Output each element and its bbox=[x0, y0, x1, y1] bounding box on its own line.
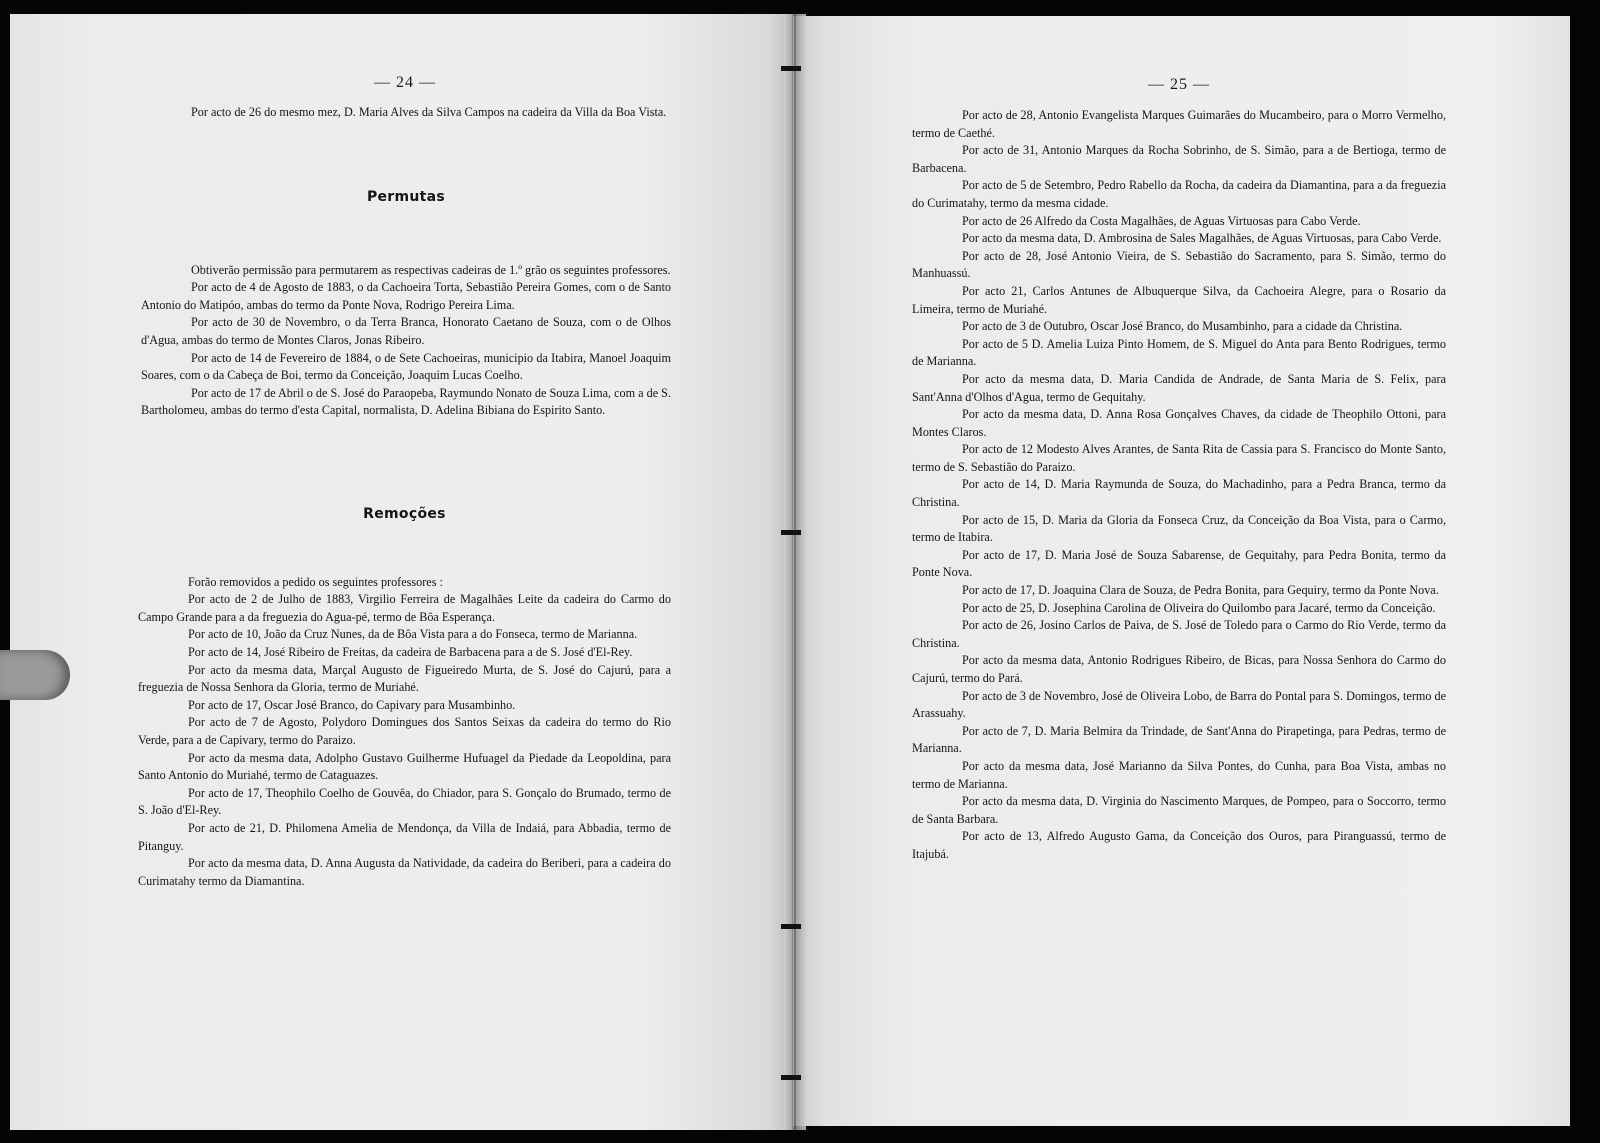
paragraph: Por acto de 10, João da Cruz Nunes, da de Bôa Vista para a do Fonseca, termo de Marianna. bbox=[188, 627, 638, 642]
page-number: — 24 — bbox=[374, 74, 436, 91]
paragraph: Por acto de 5 de Setembro, Pedro Rabello da Rocha, da cadeira da Diamantina, para a da freguezia do Curimatahy, termo da mesma cidade. bbox=[912, 178, 1446, 210]
paragraph: Por acto de 13, Alfredo Augusto Gama, da Conceição dos Ouros, para Piranguassú, termo de Itajubá. bbox=[912, 829, 1446, 861]
paragraph: Por acto de 17, D. Maria José de Souza Sabarense, de Gequitahy, para Pedra Bonita, termo da Ponte Nova. bbox=[912, 547, 1446, 580]
binding-stitch bbox=[781, 924, 801, 929]
section-heading-permutas: Permutas bbox=[366, 189, 446, 205]
paragraph: Por acto da mesma data, D. Anna Rosa Gonçalves Chaves, da cidade de Theophilo Ottoni, para Montes Claros. bbox=[912, 407, 1446, 439]
left-text-column-permutas bbox=[141, 189, 671, 420]
paragraph: Por acto de 5 D. Amelia Luiza Pinto Homem, de S. Miguel do Anta para Bento Rodrigues, termo de Marianna. bbox=[912, 336, 1446, 369]
paragraph: Por acto da mesma data, Antonio Rodrigues Ribeiro, de Bicas, para Nossa Senhora do Carmo do Cajurú, termo do Pará. bbox=[912, 653, 1446, 685]
intro-paragraph: Por acto de 26 do mesmo mez, D. Maria Alves da Silva Campos na cadeira da Villa da Boa Vista. bbox=[191, 105, 667, 119]
paragraph: Por acto de 17, Theophilo Coelho de Gouvêa, do Chiador, para S. Gonçalo do Brumado, termo de S. João d'El-Rey. bbox=[138, 785, 671, 818]
paragraph: Por acto de 14, D. Maria Raymunda de Souza, do Machadinho, para a Pedra Branca, termo da Christina. bbox=[912, 477, 1446, 510]
paragraph: Por acto 21, Carlos Antunes de Albuquerque Silva, da Cachoeira Alegre, para o Rosario da Limeira, termo de Muriahé. bbox=[912, 283, 1446, 316]
paragraph: Por acto de 14 de Fevereiro de 1884, o de Sete Cachoeiras, municipio da Itabira, Manoel Joaquim Soares, com o da Cabeça de Boi, termo da Conceição, Joaquim Lucas Coelho. bbox=[141, 350, 671, 383]
paragraph: Por acto de 4 de Agosto de 1883, o da Cachoeira Torta, Sebastião Pereira Gomes, com o de Santo Antonio do Matipóo, ambas do termo da Ponte Nova, Rodrigo Pereira Lima. bbox=[141, 280, 671, 312]
paragraph: Obtiverão permissão para permutarem as respectivas cadeiras de 1.º grão os seguintes professores. bbox=[191, 262, 671, 277]
paragraph: Por acto de 25, D. Josephina Carolina de Oliveira do Quilombo para Jacaré, termo da Conceição. bbox=[962, 600, 1436, 615]
paragraph: Por acto de 28, Antonio Evangelista Marques Guimarães do Mucambeiro, para o Morro Vermelho, termo de Caethé. bbox=[912, 108, 1446, 140]
paragraph: Por acto da mesma data, D. Maria Candida de Andrade, de Santa Maria de S. Felix, para Sant'Anna d'Olhos d'Agua, termo de Gequitahy. bbox=[912, 371, 1446, 404]
binding-stitch bbox=[781, 1075, 801, 1080]
paragraph: Por acto de 3 de Outubro, Oscar José Branco, do Musambinho, para a cidade da Christina. bbox=[962, 319, 1403, 334]
paragraph: Por acto de 31, Antonio Marques da Rocha Sobrinho, de S. Simão, para a de Bertioga, termo de Barbacena. bbox=[912, 143, 1446, 175]
left-page bbox=[10, 14, 792, 1130]
binding-stitch bbox=[781, 66, 801, 71]
paragraph: Por acto da mesma data, Adolpho Gustavo Guilherme Hufuagel da Piedade da Leopoldina, para Santo Antonio do Muriahé, termo de Cataguazes. bbox=[138, 750, 671, 783]
paragraph: Por acto de 17, Oscar José Branco, do Capivary para Musambinho. bbox=[188, 697, 516, 712]
book-gutter bbox=[784, 14, 806, 1130]
right-page bbox=[793, 16, 1570, 1126]
paragraph: Por acto de 3 de Novembro, José de Oliveira Lobo, de Barra do Pontal para S. Domingos, termo de Arassuahy. bbox=[912, 688, 1447, 721]
paragraph: Por acto de 26, Josino Carlos de Paiva, de S. José de Toledo para o Carmo do Rio Verde, termo da Christina. bbox=[912, 618, 1446, 650]
paragraph: Por acto da mesma data, José Marianno da Silva Pontes, do Cunha, para Boa Vista, ambas no termo de Marianna. bbox=[912, 758, 1446, 791]
paragraph: Por acto de 2 de Julho de 1883, Virgilio Ferreira de Magalhães Leite da cadeira do Carmo do Campo Grande para a da freguezia do Agua-pé, termo de Bôa Esperança. bbox=[138, 592, 671, 624]
page-tab-marker bbox=[0, 650, 70, 700]
paragraph: Por acto da mesma data, D. Virginia do Nascimento Marques, de Pompeo, para o Soccorro, termo de Santa Barbara. bbox=[912, 794, 1446, 826]
right-text-column bbox=[912, 107, 1446, 864]
section-heading-remocoes: Remoções bbox=[363, 506, 446, 522]
paragraph: Por acto de 14, José Ribeiro de Freitas, da cadeira de Barbacena para a de S. José d'El-Rey. bbox=[188, 644, 633, 659]
paragraph: Por acto de 12 Modesto Alves Arantes, de Santa Rita de Cassia para S. Francisco do Monte Santo, termo de S. Sebastião do Paraizo. bbox=[912, 442, 1446, 474]
paragraph: Por acto de 7 de Agosto, Polydoro Domingues dos Santos Seixas da cadeira do termo do Rio Verde, para a de Capivary, termo do Paraizo. bbox=[138, 715, 671, 747]
paragraph: Por acto de 15, D. Maria da Gloria da Fonseca Cruz, da Conceição da Boa Vista, para o Carmo, termo de Itabira. bbox=[912, 512, 1446, 545]
left-text-column-remocoes bbox=[138, 506, 671, 890]
paragraph: Por acto de 28, José Antonio Vieira, de S. Sebastião do Sacramento, para S. Simão, termo do Manhuassú. bbox=[912, 248, 1446, 281]
paragraph: Por acto de 17 de Abril o de S. José do Paraopeba, Raymundo Nonato de Souza Lima, com a de S. Bartholomeu, ambas do termo d'esta Capital, normalista, D. Adelina Bibiana do Espirito Santo. bbox=[141, 385, 671, 418]
paragraph: Por acto de 7, D. Maria Belmira da Trindade, de Sant'Anna do Pirapetinga, para Pedras, termo de Marianna. bbox=[912, 723, 1446, 756]
paragraph: Por acto de 30 de Novembro, o da Terra Branca, Honorato Caetano de Souza, com o de Olhos d'Agua, ambas do termo de Montes Claros, Jonas Ribeiro. bbox=[141, 315, 671, 347]
paragraph: Por acto de 26 Alfredo da Costa Magalhães, de Aguas Virtuosas para Cabo Verde. bbox=[962, 213, 1361, 228]
paragraph: Por acto da mesma data, D. Ambrosina de Sales Magalhães, de Aguas Virtuosas, para Cabo Verde. bbox=[962, 231, 1442, 246]
paragraph: Por acto da mesma data, D. Anna Augusta da Natividade, da cadeira do Beriberi, para a cadeira do Curimatahy termo da Diamantina. bbox=[138, 856, 671, 888]
paragraph: Forão removidos a pedido os seguintes professores : bbox=[188, 574, 443, 589]
paragraph: Por acto de 21, D. Philomena Amelia de Mendonça, da Villa de Indaiá, para Abbadia, termo de Pitanguy. bbox=[138, 820, 671, 853]
page-number: — 25 — bbox=[1148, 76, 1210, 93]
paragraph: Por acto de 17, D. Joaquina Clara de Souza, de Pedra Bonita, para Gequiry, termo da Ponte Nova. bbox=[962, 583, 1439, 598]
left-text-column-top bbox=[141, 104, 671, 122]
paragraph: Por acto da mesma data, Marçal Augusto de Figueiredo Murta, de S. José do Cajurú, para a freguezia de Nossa Senhora da Gloria, termo de Muriahé. bbox=[138, 662, 671, 695]
binding-stitch bbox=[781, 530, 801, 535]
